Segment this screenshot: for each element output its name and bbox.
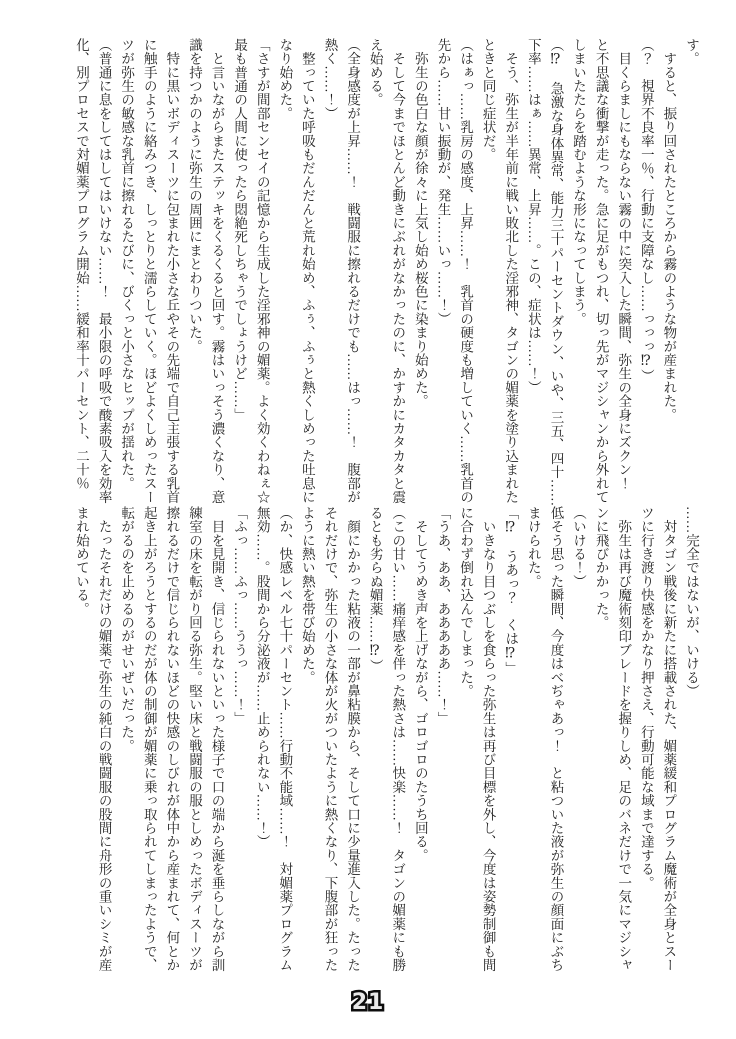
text-column: 目を見開き、信じられないといった様子で口の端から涎を垂らしながら訓	[209, 506, 225, 972]
text-column: すると、振り回されたところから霧のような物が産まれた。	[661, 38, 677, 422]
page-number: 21	[351, 990, 385, 1015]
text-column: まれ始めている。	[73, 506, 89, 616]
text-column: 識を持つかのように弥生の周囲にまとわりついた。	[186, 38, 202, 354]
text-column: （⁉ 急激な身体異常、能力三十パーセントダウン、いや、三五、四十……低	[548, 38, 564, 520]
text-column: 「うあ、ああ、あああああ……！」	[435, 506, 451, 726]
text-column: と不思議な衝撃が走った。急に足がもつれ、切っ先がマジシャンから外れて	[593, 38, 609, 504]
text-column: ように熱い熱を帯び始めた。	[299, 506, 315, 685]
text-column: 擦れるだけで信じられないほどの快感のしびれが体中から産まれて、何とか	[164, 506, 180, 972]
text-column: 化、別プロセスで対媚薬プログラム開始……緩和率十パーセント、二十％	[73, 38, 89, 491]
text-column: ンに飛びかかった。	[593, 506, 609, 630]
text-block-bottom	[69, 506, 702, 978]
text-column: と言いながらまたステッキをくるくると回す。霧はいっそう濃くなり、意	[209, 38, 225, 504]
text-column: るとも劣らぬ媚薬……⁉）	[367, 506, 383, 673]
text-column: 最も普通の人間に使ったら悶絶死しちゃうでしょうけど……」	[232, 38, 248, 422]
text-column: （普通に息をしてはしてはいけない……！ 最小限の呼吸で酸素吸入を効率	[96, 38, 112, 504]
text-column: ときと同じ症状だ。	[480, 38, 496, 162]
text-column: に合わず倒れ込んでしまった。	[458, 506, 474, 698]
text-column: 下率……はぁ……異常、上昇……。この、症状は……！）	[525, 38, 541, 395]
text-column: 起き上がろうとするのだが体の制御が媚薬に乗っ取られてしまったようで、	[141, 506, 157, 972]
text-column: （はぁっ……乳房の感度、上昇……！ 乳首の硬度も増していく……乳首の	[458, 38, 474, 504]
text-column: ツに行き渡り快感をかなり押さえ、行動可能な域まで達する。	[638, 506, 654, 890]
text-column: そしてうめき声を上げながら、ゴロゴロのたうち回る。	[412, 506, 428, 863]
text-column: 練室の床を転がり回る弥生。堅い床と戦闘服の服としめったボディスーツが	[186, 506, 202, 972]
text-column: 先から……甘い振動が、発生……いっ……！）	[435, 38, 451, 326]
text-column: に触手のように絡みつき、しっとりと濡らしていく。ほどよくしめったスー	[141, 38, 157, 504]
text-column: そう、弥生が半年前に戦い敗北した淫邪神、タゴンの媚薬を塗り込まれた	[503, 38, 519, 504]
text-column: （？ 視界不良率一％、行動に支障なし……っっっ⁉）	[638, 38, 654, 383]
text-column: 「⁉ うあっ？ くは⁉」	[503, 506, 519, 676]
text-column: （いける！）	[571, 506, 587, 589]
text-column: 特に黒いボディスーツに包まれた小さな丘やその先端で自己主張する乳首	[164, 38, 180, 504]
text-column: ツが弥生の敏感な乳首に擦れるたびに、びくっと小さなヒップが揺れた。	[119, 38, 135, 491]
text-column: す。	[684, 38, 699, 66]
text-column: いきなり目つぶしを食らった弥生は再び目標を外し、今度は姿勢制御も間	[480, 506, 496, 972]
text-column: 顔にかかった粘液の一部が鼻粘膜から、そして口に少量進入した。たった	[345, 506, 361, 972]
text-column: （この甘い……痛痒感を伴った熱さは……快楽……！ タゴンの媚薬にも勝	[390, 506, 406, 972]
text-column: 目くらましにもならない霧の中に突入した瞬間、弥生の全身にズクン！	[616, 38, 632, 491]
text-column: 「さすが間部センセイの記憶から生成した淫邪神の媚薬。よく効くわねぇ☆	[254, 38, 270, 504]
text-column: 弥生の色白な顔が徐々に上気し始め桜色に染まり始めた。	[412, 38, 428, 408]
text-column: え始める。	[367, 38, 383, 107]
text-column: そして今までほとんど動きにぶれがなかったのに、かすかにカタカタと震	[390, 38, 406, 504]
text-block-top	[69, 38, 702, 520]
text-column: なり始めた。	[277, 38, 293, 121]
text-column: たったそれだけの媚薬で弥生の純白の戦闘服の股間に舟形の重いシミが産	[96, 506, 112, 972]
text-column: 「ふっ……ふっ……ううっ……！」	[232, 506, 248, 726]
text-column: それだけで、弥生の小さな体が火がついたように熱くなり、下腹部が狂った	[322, 506, 338, 972]
text-column: （全身感度が上昇……！ 戦闘服に擦れるだけでも……はっ……！ 腹部が	[345, 38, 361, 504]
text-column: 転がるのを止めるのがせいぜいだった。	[119, 506, 135, 753]
text-column: 対タゴン戦後に新たに搭載された、媚薬緩和プログラム魔術が全身とスー	[661, 506, 677, 972]
text-column: （か、快感レベル七十パーセント……行動不能域……！ 対媚薬プログラム	[277, 506, 293, 972]
text-column: まけられた。	[525, 506, 541, 589]
text-column: しまいたたらを踏むような形になってしまう。	[571, 38, 587, 326]
text-column: 無効……。股間から分泌液が……止められない……！）	[254, 506, 270, 849]
text-column: 熱く……！）	[322, 38, 338, 121]
text-column: ……完全ではないが、いける）	[684, 506, 699, 698]
text-column: 弥生は再び魔術刻印ブレードを握りしめ、足のバネだけで一気にマジシャ	[616, 506, 632, 972]
text-column: 整っていた呼吸もだんだんと荒れ始め、ふぅ、ふぅと熱くしめった吐息に	[299, 38, 315, 504]
text-column: そう思った瞬間、今度はべぢゃあっ！ と粘ついた液が弥生の顔面にぶち	[548, 506, 564, 972]
